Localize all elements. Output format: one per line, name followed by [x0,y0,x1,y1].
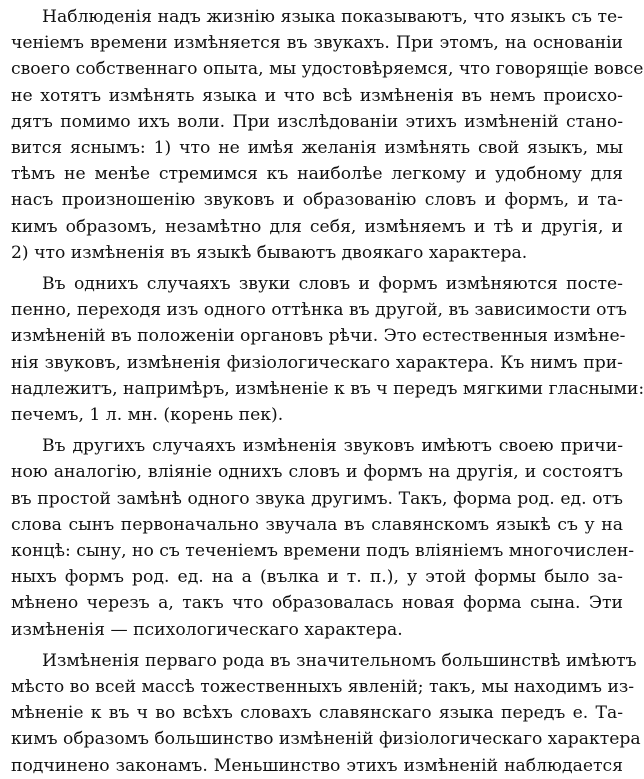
text-line: ченіемъ времени измѣняется въ звукахъ. При этомъ, на основаніи [11,33,623,54]
text-line: ною аналогію, вліяніе однихъ словъ и формъ на другія, и состоятъ [11,462,623,483]
text-line: тѣмъ не менѣе стремимся къ наиболѣе легкому и удобному для [11,164,623,185]
text-line: мѣнено черезъ а, такъ что образовалась новая форма сына. Эти [11,593,623,614]
text-line: измѣненія — психологическаго характера. [11,619,403,640]
text-line: печемъ, 1 л. мн. (корень пек). [11,405,284,425]
text-line: своего собственнаго опыта, мы удостовѣряемся, что говорящіе вовсе [11,59,644,80]
text-line: кимъ образомъ большинство измѣненій физіологическаго характера [11,729,641,750]
text-line: Измѣненія перваго рода въ значительномъ большинствѣ имѣютъ [42,650,637,671]
text-line: Наблюденія надъ жизнію языка показываютъ, что языкъ съ те- [42,7,623,27]
text-line: пенно, переходя изъ одного оттѣнка въ другой, въ зависимости отъ [11,300,627,321]
text-line: концѣ: сыну, но съ теченіемъ времени подъ вліяніемъ многочислен- [11,541,635,561]
text-line: ныхъ формъ род. ед. на а (вълка и т. п.), у этой формы было за- [11,567,623,588]
text-line: насъ произношенію звуковъ и образованію словъ и формъ, и та- [11,190,623,211]
text-line: Въ однихъ случаяхъ звуки словъ и формъ измѣняются посте- [42,274,623,294]
text-line: Въ другихъ случаяхъ измѣненія звуковъ имѣютъ своею причи- [42,436,623,457]
text-line: мѣсто во всей массѣ тожественныхъ явленій; такъ, мы находимъ из- [11,677,635,697]
text-line: надлежитъ, напримѣръ, измѣненіе к въ ч передъ мягкими гласными: [11,378,644,399]
text-line: дятъ помимо ихъ воли. При изслѣдованіи этихъ измѣненій стано- [11,111,623,132]
text-line: въ простой замѣнѣ одного звука другимъ. Такъ, форма род. ед. отъ [11,488,623,509]
text-line: вится яснымъ: 1) что не имѣя желанія измѣнять свой языкъ, мы [11,138,623,158]
text-line: 2) что измѣненія въ языкѣ бываютъ двоякаго характера. [11,242,528,263]
text-line: нія звуковъ, измѣненія физіологическаго характера. Къ нимъ при- [11,352,623,373]
text-line: мѣненіе к въ ч во всѣхъ словахъ славянскаго языка передъ е. Та- [11,703,623,724]
text-line: измѣненій въ положеніи органовъ рѣчи. Это естественныя измѣне- [11,326,626,347]
text-line: слова сынъ первоначально звучала въ славянскомъ языкѣ съ у на [11,514,623,535]
text-line: подчинено законамъ. Меньшинство этихъ измѣненій наблюдается [11,755,623,776]
text-line: кимъ образомъ, незамѣтно для себя, измѣняемъ и тѣ и другія, и [11,216,623,237]
text-line: не хотятъ измѣнять языка и что всѣ измѣненія въ немъ происхо- [11,85,623,106]
